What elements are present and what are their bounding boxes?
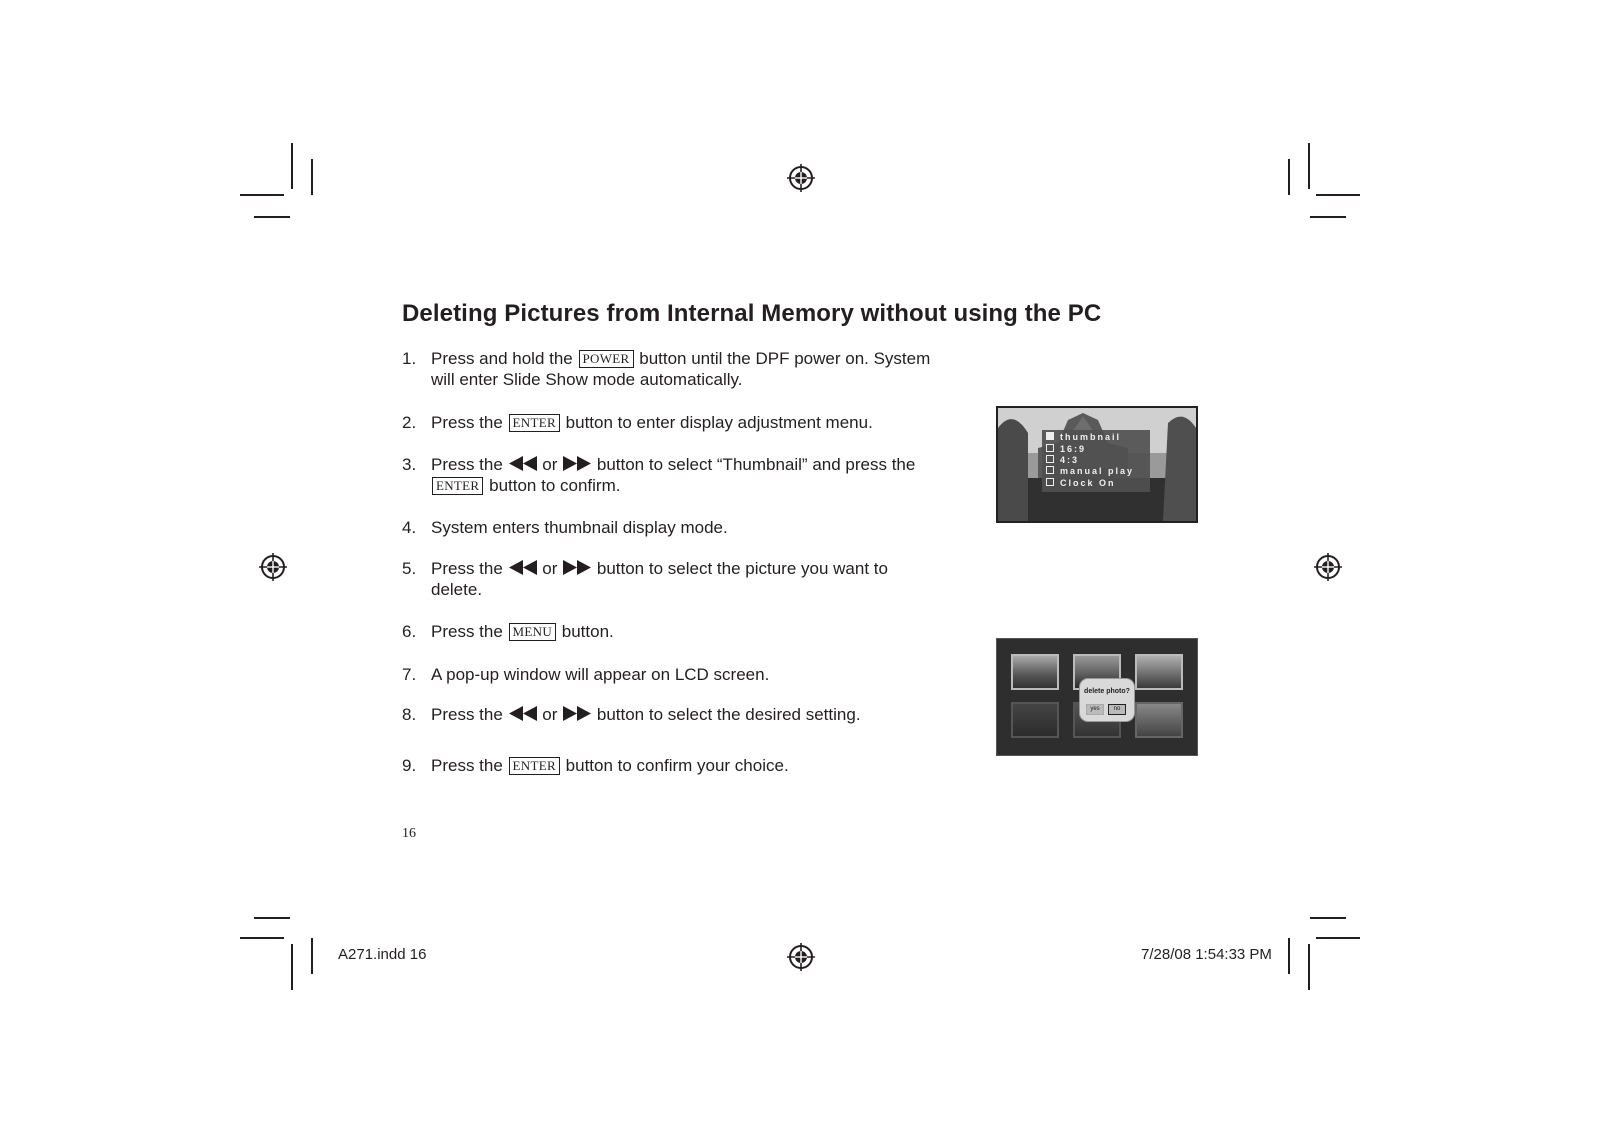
- step-text: delete.: [431, 580, 483, 599]
- step-number: 9.: [402, 756, 417, 775]
- enter-key: ENTER: [509, 414, 560, 432]
- step-text: A pop-up window will appear on LCD screen.: [431, 665, 770, 684]
- step-text: Press the: [431, 455, 503, 474]
- menu-item-manual-play: manual play: [1046, 466, 1134, 477]
- step-number: 4.: [402, 518, 417, 537]
- registration-mark-icon: [786, 163, 816, 193]
- thumbnail: [1135, 702, 1183, 738]
- step-text: Press the: [431, 413, 503, 432]
- registration-mark-icon: [1313, 552, 1343, 582]
- step-text: button to enter display adjustment menu.: [565, 413, 873, 432]
- thumbnail: [1011, 702, 1059, 738]
- fast-forward-icon: [562, 559, 592, 576]
- step-text: or: [542, 705, 558, 724]
- registration-mark-icon: [258, 552, 288, 582]
- enter-key: ENTER: [432, 477, 483, 495]
- rewind-icon: [508, 455, 538, 472]
- fast-forward-icon: [562, 455, 592, 472]
- step-text: Press the: [431, 622, 503, 641]
- popup-text: delete photo?: [1084, 688, 1130, 695]
- step-text: button to select the desired setting.: [596, 705, 861, 724]
- step-text: button until the DPF power on. System: [639, 349, 931, 368]
- no-button: no: [1108, 704, 1126, 715]
- step-number: 6.: [402, 622, 417, 641]
- step-number: 2.: [402, 413, 417, 432]
- menu-item-clock-on: Clock On: [1046, 478, 1116, 489]
- menu-item-4-3: 4:3: [1046, 455, 1079, 466]
- enter-key: ENTER: [509, 757, 560, 775]
- step-text: button to select “Thumbnail” and press the: [596, 455, 916, 474]
- rewind-icon: [508, 705, 538, 722]
- step-text: Press the: [431, 705, 503, 724]
- step-text: or: [542, 559, 558, 578]
- step-text: System enters thumbnail display mode.: [431, 518, 728, 537]
- step-text: will enter Slide Show mode automatically.: [431, 370, 743, 389]
- thumbnail: [1011, 654, 1059, 690]
- thumbnail-delete-screenshot: [996, 638, 1198, 756]
- step-text: Press the: [431, 756, 503, 775]
- adjustment-menu: [1042, 430, 1150, 492]
- menu-item-thumbnail: thumbnail: [1046, 432, 1121, 443]
- step-text: button to confirm your choice.: [565, 756, 789, 775]
- step-text: button to confirm.: [489, 476, 621, 495]
- rewind-icon: [508, 559, 538, 576]
- menu-key: MENU: [509, 623, 556, 641]
- step-text: button.: [561, 622, 614, 641]
- thumbnail: [1135, 654, 1183, 690]
- yes-button: yes: [1086, 704, 1104, 715]
- menu-item-16-9: 16:9: [1046, 444, 1086, 455]
- page-number: 16: [402, 826, 416, 841]
- step-number: 1.: [402, 349, 417, 368]
- step-number: 5.: [402, 559, 417, 578]
- delete-popup: [1079, 678, 1135, 722]
- step-text: Press the: [431, 559, 503, 578]
- step-text: button to select the picture you want to: [596, 559, 888, 578]
- step-number: 7.: [402, 665, 417, 684]
- fast-forward-icon: [562, 705, 592, 722]
- page-title: Deleting Pictures from Internal Memory without using the PC: [402, 300, 1102, 327]
- step-number: 3.: [402, 455, 417, 474]
- step-text: Press and hold the: [431, 349, 573, 368]
- step-text: or: [542, 455, 558, 474]
- footer-timestamp: 7/28/08 1:54:33 PM: [1141, 946, 1272, 963]
- power-key: POWER: [579, 350, 634, 368]
- registration-mark-icon: [786, 942, 816, 972]
- step-number: 8.: [402, 705, 417, 724]
- display-menu-screenshot: [996, 406, 1198, 523]
- footer-file-name: A271.indd 16: [338, 946, 427, 963]
